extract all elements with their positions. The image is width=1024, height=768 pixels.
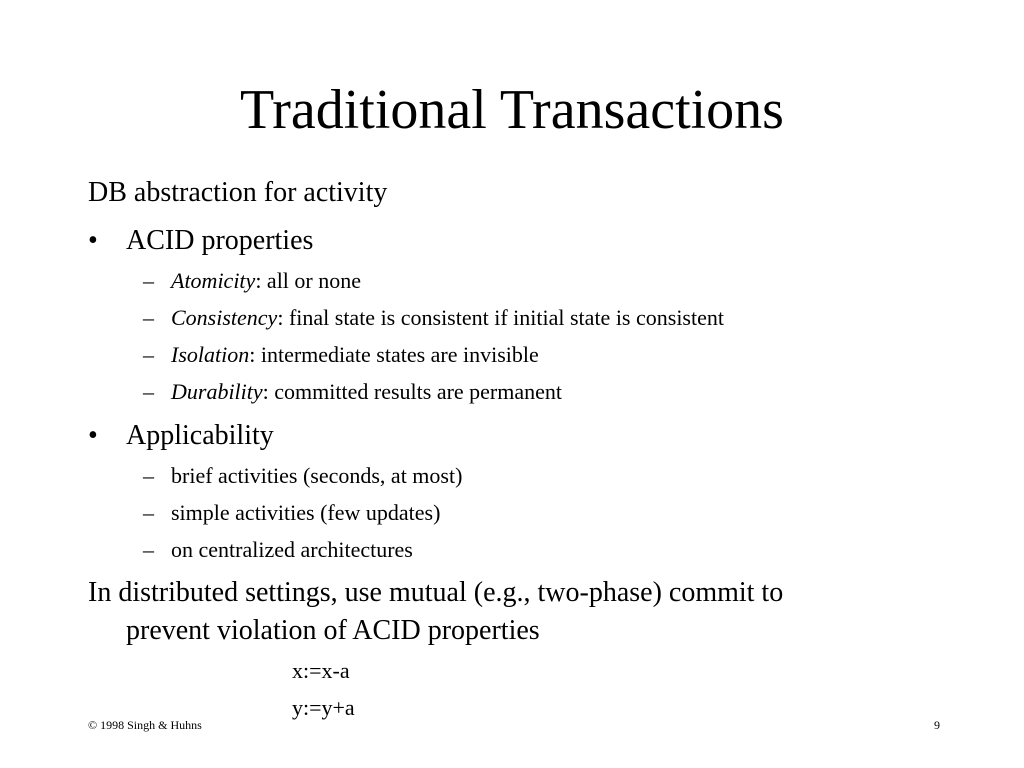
dash-marker: – <box>143 500 154 525</box>
acid-description: : final state is consistent if initial state is consistent <box>277 305 724 330</box>
acid-term: Isolation <box>171 342 250 367</box>
acid-term: Durability <box>171 379 263 404</box>
distributed-text-line-1: In distributed settings, use mutual (e.g., two-phase) commit to <box>88 577 784 608</box>
dash-marker: – <box>143 463 154 488</box>
dash-marker: – <box>143 305 154 330</box>
acid-term: Atomicity <box>171 268 256 293</box>
acid-item-consistency <box>171 304 724 332</box>
acid-description: : committed results are permanent <box>262 379 563 404</box>
bullet-marker: • <box>88 225 98 256</box>
dash-marker: – <box>143 379 154 404</box>
code-line: x:=x-a <box>292 658 350 683</box>
acid-description: : all or none <box>255 268 362 293</box>
dash-marker: – <box>143 268 154 293</box>
copyright-footer: © 1998 Singh & Huhns <box>88 718 202 732</box>
bullet-marker: • <box>88 420 98 451</box>
slide-title: Traditional Transactions <box>240 79 784 141</box>
distributed-text-line-2: prevent violation of ACID properties <box>126 615 540 646</box>
applicability-item: on centralized architectures <box>171 537 413 562</box>
dash-marker: – <box>143 537 154 562</box>
applicability-heading: Applicability <box>126 420 274 451</box>
acid-description: : intermediate states are invisible <box>249 342 539 367</box>
page-number: 9 <box>934 718 940 732</box>
intro-text: DB abstraction for activity <box>88 177 388 208</box>
acid-item-isolation <box>171 341 539 369</box>
acid-item-durability <box>171 378 562 406</box>
dash-marker: – <box>143 342 154 367</box>
applicability-item: simple activities (few updates) <box>171 500 441 525</box>
applicability-item: brief activities (seconds, at most) <box>171 463 463 488</box>
acid-term: Consistency <box>171 305 278 330</box>
acid-heading: ACID properties <box>126 225 314 256</box>
acid-item-atomicity <box>171 267 361 295</box>
code-line: y:=y+a <box>292 695 355 720</box>
